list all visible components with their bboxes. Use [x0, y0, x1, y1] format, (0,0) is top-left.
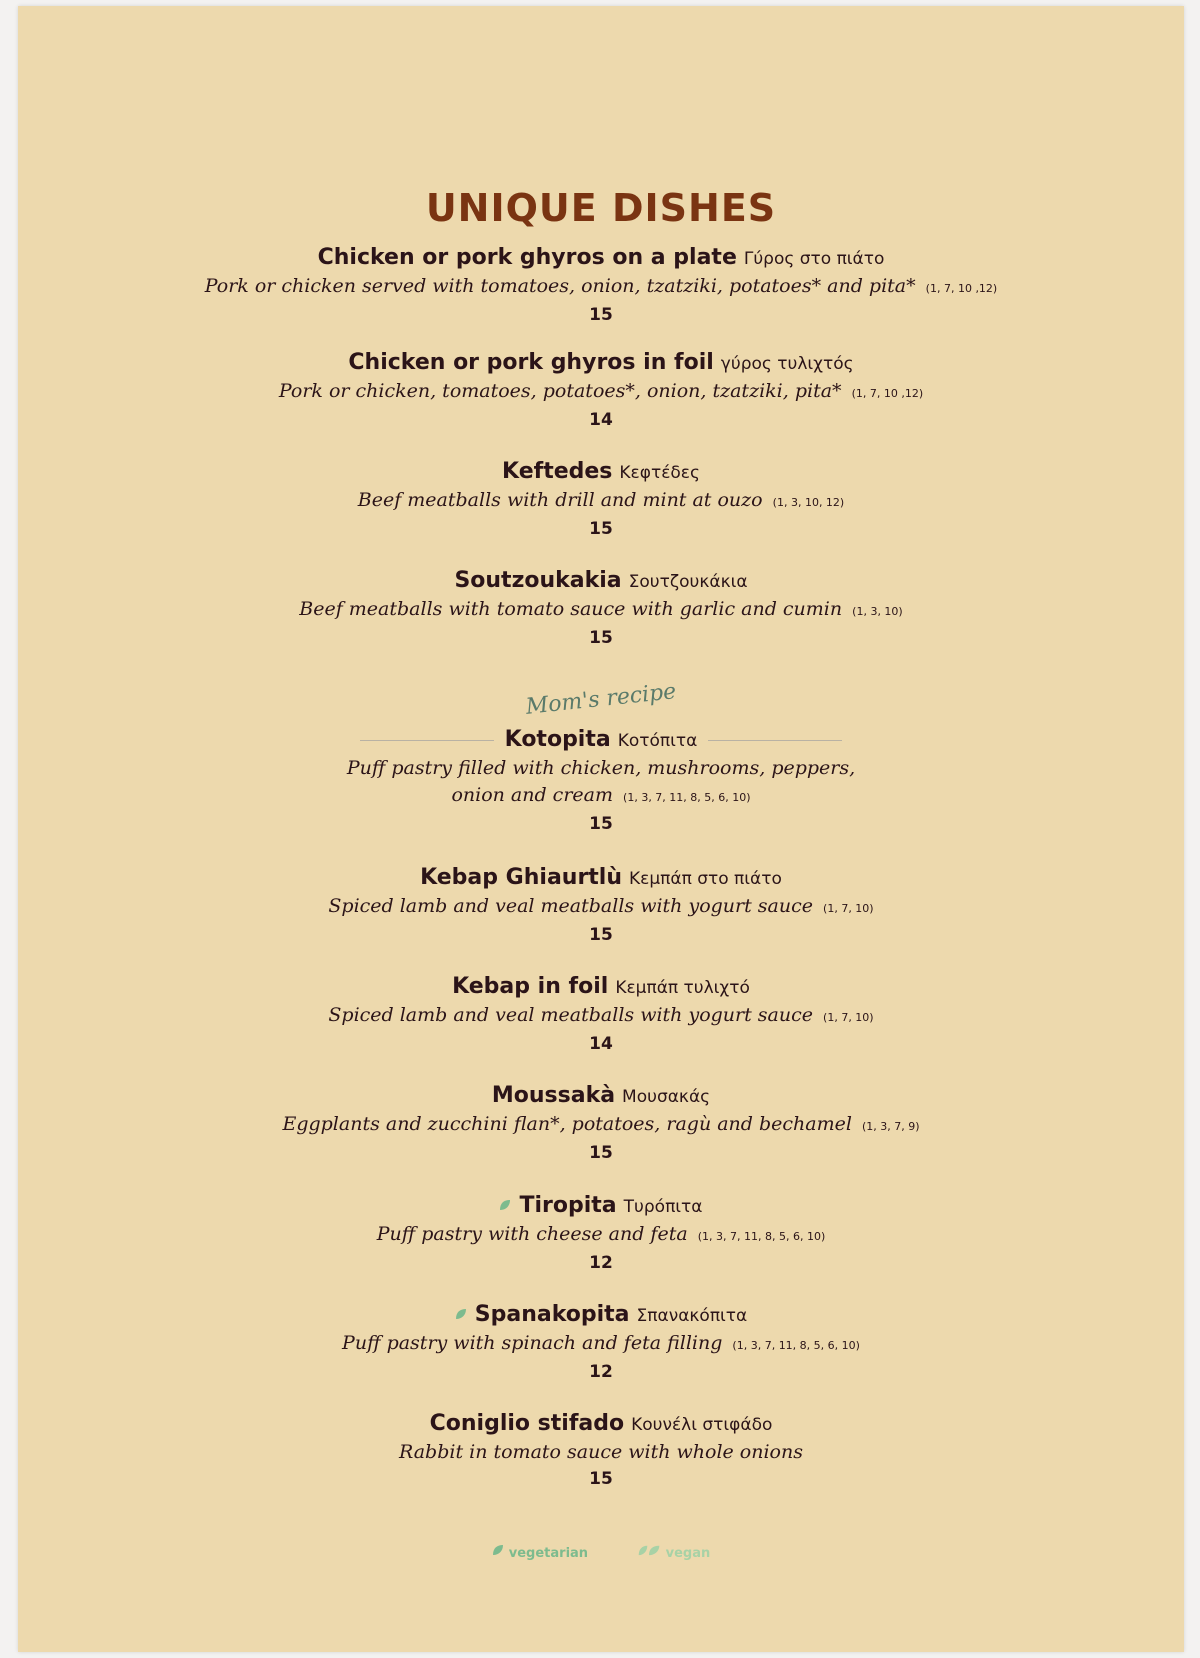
menu-item	[18, 973, 1184, 1057]
dish-name: Kebap Ghiaurtlù	[420, 865, 623, 890]
menu-item	[18, 864, 1184, 948]
dish-description: Beef meatballs with tomato sauce with garlic and cumin	[299, 598, 843, 620]
dish-name: Chicken or pork ghyros in foil	[348, 350, 714, 375]
dish-allergens: (1, 3, 10)	[852, 605, 903, 618]
menu-item	[18, 244, 1184, 328]
menu-item	[18, 349, 1184, 433]
vegan-double-leaf-icon	[637, 1544, 661, 1556]
dish-greek-name: Γύρος στο πιάτο	[743, 249, 885, 269]
dish-price: 15	[589, 305, 613, 325]
moms-recipe-label: Mom's recipe	[524, 679, 678, 720]
dish-greek-name: Μουσακάς	[622, 1087, 711, 1107]
menu-item	[18, 458, 1184, 542]
dish-price: 15	[589, 925, 613, 945]
dish-greek-name: Τυρόπιτα	[623, 1197, 703, 1217]
dish-greek-name: Κουνέλι στιφάδο	[631, 1415, 773, 1435]
dish-name: Kotopita	[504, 727, 611, 752]
dish-greek-name: Σουτζουκάκια	[628, 572, 748, 592]
menu-item	[18, 1082, 1184, 1166]
menu-page	[18, 6, 1184, 1652]
legend-vegan-label: vegan	[665, 1546, 711, 1561]
dish-description: Puff pastry with cheese and feta	[376, 1223, 688, 1245]
dish-description: Spiced lamb and veal meatballs with yogurt sauce	[328, 895, 813, 917]
vegetarian-leaf-icon	[492, 1544, 504, 1556]
dish-description: Eggplants and zucchini flan*, potatoes, ragù and bechamel	[282, 1113, 852, 1135]
dish-price: 14	[589, 1034, 613, 1054]
dish-allergens: (1, 7, 10 ,12)	[925, 282, 998, 295]
dish-allergens: (1, 3, 10, 12)	[772, 496, 845, 509]
dish-price: 15	[589, 628, 613, 648]
dish-name: Moussakà	[491, 1083, 616, 1108]
vegetarian-leaf-icon	[455, 1308, 467, 1320]
menu-item	[18, 1410, 1184, 1492]
menu-item	[18, 567, 1184, 651]
dish-allergens: (1, 3, 7, 11, 8, 5, 6, 10)	[732, 1339, 860, 1352]
dish-greek-name: Κεφτέδες	[619, 463, 700, 483]
menu-item	[18, 1301, 1184, 1385]
dish-description: Pork or chicken, tomatoes, potatoes*, onion, tzatziki, pita*	[278, 380, 842, 402]
dish-name: Spanakopita	[474, 1302, 630, 1327]
dish-allergens: (1, 3, 7, 11, 8, 5, 6, 10)	[623, 791, 751, 804]
dish-greek-name: Κεμπάπ στο πιάτο	[629, 869, 782, 889]
legend-vegetarian	[492, 1544, 588, 1561]
dish-description: Pork or chicken served with tomatoes, onion, tzatziki, potatoes* and pita*	[204, 275, 916, 297]
menu-title: UNIQUE DISHES	[425, 186, 777, 230]
dish-allergens: (1, 3, 7, 9)	[861, 1120, 920, 1133]
dish-name: Chicken or pork ghyros on a plate	[317, 245, 737, 270]
dish-allergens: (1, 7, 10)	[823, 902, 874, 915]
dish-greek-name: Κεμπάπ τυλιχτό	[615, 978, 750, 998]
dish-description: Puff pastry filled with chicken, mushrooms, peppers,	[346, 757, 856, 779]
dish-name: Coniglio stifado	[429, 1411, 625, 1436]
dish-description: Spiced lamb and veal meatballs with yogurt sauce	[328, 1004, 813, 1026]
dish-price: 14	[589, 410, 613, 430]
dish-price: 15	[589, 1469, 613, 1489]
dish-price: 12	[589, 1362, 613, 1382]
vegetarian-leaf-icon	[499, 1199, 511, 1211]
dish-price: 15	[589, 1143, 613, 1163]
dish-allergens: (1, 3, 7, 11, 8, 5, 6, 10)	[697, 1230, 826, 1243]
dish-name: Kebap in foil	[452, 974, 609, 999]
dish-allergens: (1, 7, 10)	[823, 1011, 874, 1024]
dish-name: Keftedes	[502, 459, 613, 484]
dish-allergens: (1, 7, 10 ,12)	[851, 387, 924, 400]
dish-name: Tiropita	[519, 1193, 617, 1218]
diet-legend	[18, 1544, 1184, 1561]
dish-price: 15	[589, 814, 613, 834]
dish-description: Puff pastry with spinach and feta filling	[342, 1332, 723, 1354]
menu-item	[18, 1192, 1184, 1276]
dish-greek-name: Κοτόπιτα	[617, 731, 698, 751]
dish-price: 15	[589, 519, 613, 539]
dish-price: 12	[589, 1253, 613, 1273]
legend-vegetarian-label: vegetarian	[508, 1546, 589, 1561]
dish-name: Soutzoukakia	[454, 568, 622, 593]
legend-vegan	[637, 1544, 711, 1561]
menu-item	[18, 726, 1184, 837]
dish-greek-name: γύρος τυλιχτός	[720, 354, 854, 374]
dish-description: Rabbit in tomato sauce with whole onions	[398, 1441, 803, 1463]
dish-greek-name: Σπανακόπιτα	[636, 1306, 748, 1326]
dish-description-line2: onion and cream	[451, 784, 613, 806]
dish-description: Beef meatballs with drill and mint at ouzo	[357, 489, 763, 511]
